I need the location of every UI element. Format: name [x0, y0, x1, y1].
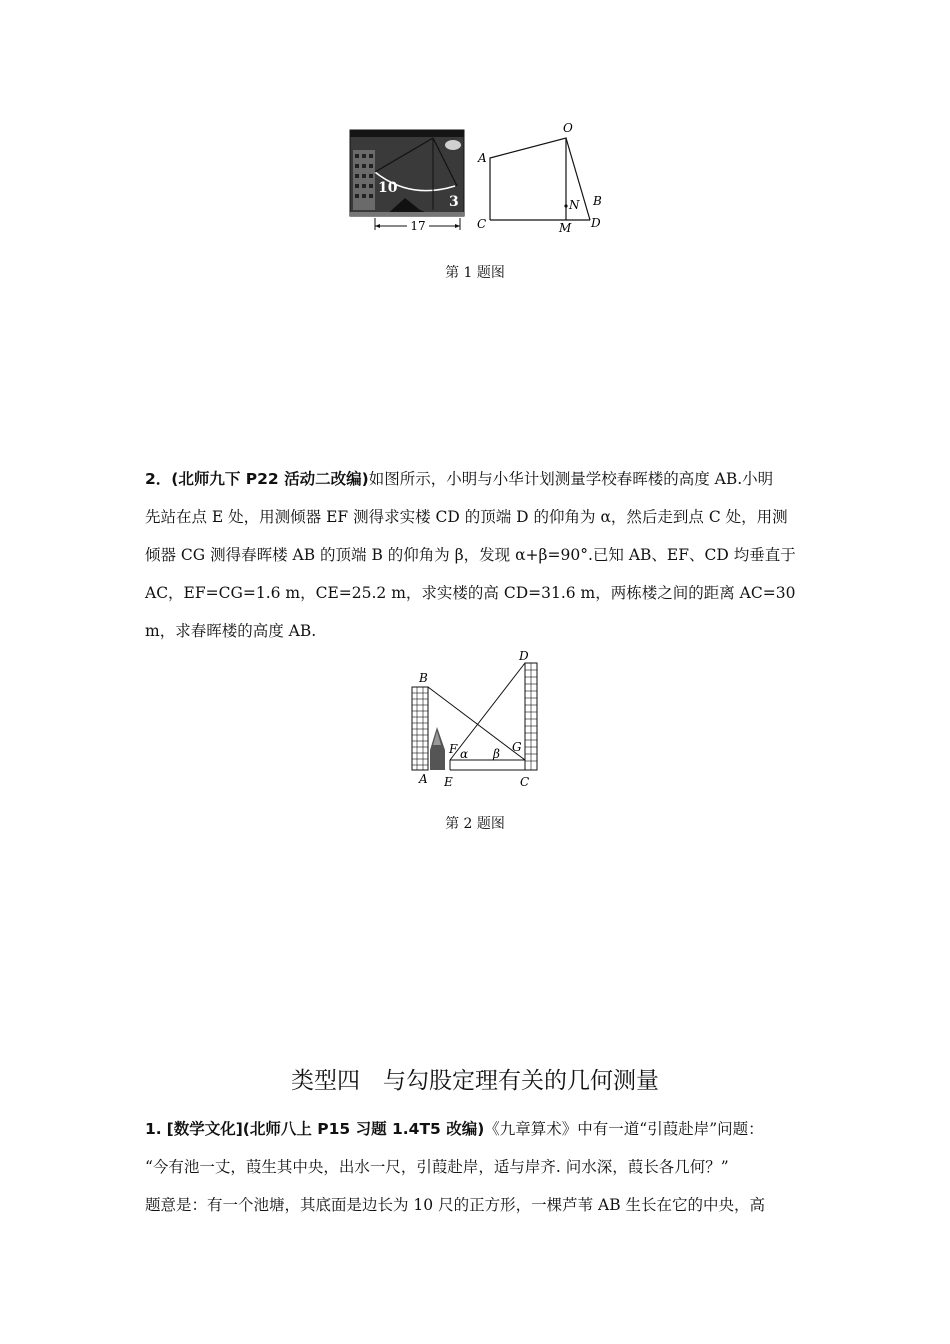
- problem-1-line-1: [145, 1110, 815, 1148]
- figure-1-measure: [375, 218, 460, 233]
- point-B: B: [593, 194, 602, 208]
- point-B-2: B: [419, 671, 428, 685]
- problem-2-source: (北师九下 P22 活动二改编): [171, 470, 369, 488]
- section-title: 类型四 与勾股定理有关的几何测量: [291, 1068, 659, 1094]
- problem-2-number: 2．: [145, 470, 172, 488]
- problem-1-line-3: 题意是：有一个池塘，其底面是边长为 10 尺的正方形，一棵芦苇 AB 生长在它的中央，高: [145, 1196, 766, 1214]
- figure-2-caption: 第 2 题图: [445, 816, 505, 832]
- problem-2-line-3: 倾器 CG 测得春晖楼 AB 的顶端 B 的仰角为 β，发现 α+β=90°.已知 AB、EF、CD 均垂直于: [145, 546, 796, 564]
- tree-icon: [430, 727, 445, 770]
- problem-1-line-2: “今有池一丈，葭生其中央，出水一尺，引葭赴岸，适与岸齐. 问水深，葭长各几何？”: [145, 1158, 729, 1176]
- problem-1-source: (北师八上 P15 习题 1.4T5 改编): [242, 1120, 485, 1138]
- figure-1-caption: 第 1 题图: [445, 265, 505, 281]
- photo-number-3: 3: [449, 194, 459, 210]
- figure-1: [345, 120, 610, 238]
- problem-2-line-4: AC，EF=CG=1.6 m，CE=25.2 m，求实楼的高 CD=31.6 m，两栋楼之间的距离 AC=30: [145, 584, 796, 602]
- problem-2: [145, 460, 815, 650]
- problem-1: [145, 1110, 815, 1224]
- problem-2-line-2: 先站在点 E 处，用测倾器 EF 测得求实楼 CD 的顶端 D 的仰角为 α，然后走到点 C 处，用测: [145, 508, 788, 526]
- point-F: F: [449, 742, 458, 756]
- problem-1-number: 1.: [145, 1120, 162, 1138]
- point-M: M: [559, 221, 572, 235]
- angle-alpha: α: [460, 747, 469, 761]
- point-A: A: [478, 151, 487, 165]
- building-ab: [412, 687, 428, 770]
- figure-1-diagram: [477, 121, 602, 235]
- problem-1-text-1: 《九章算术》中有一道“引葭赴岸”问题：: [484, 1120, 764, 1138]
- building-cd: [525, 663, 537, 770]
- point-C-2: C: [520, 775, 530, 789]
- point-D: D: [591, 216, 601, 230]
- point-C: C: [477, 217, 487, 231]
- problem-2-line-5: m，求春晖楼的高度 AB.: [145, 622, 317, 640]
- figure-1-photo: [350, 130, 464, 216]
- angle-beta: β: [493, 747, 500, 761]
- point-D-2: D: [519, 649, 529, 663]
- point-G: G: [512, 740, 522, 754]
- problem-1-tag: [数学文化]: [166, 1120, 243, 1138]
- point-N: N: [569, 198, 580, 212]
- point-E: E: [444, 775, 453, 789]
- figure-2: [400, 645, 550, 795]
- problem-2-line-1: [145, 460, 815, 498]
- photo-number-10: 10: [378, 180, 398, 196]
- point-O: O: [563, 121, 573, 135]
- point-A-2: A: [419, 772, 428, 786]
- measure-label: 17: [410, 219, 426, 233]
- problem-2-text-1: 如图所示，小明与小华计划测量学校春晖楼的高度 AB.小明: [368, 470, 774, 488]
